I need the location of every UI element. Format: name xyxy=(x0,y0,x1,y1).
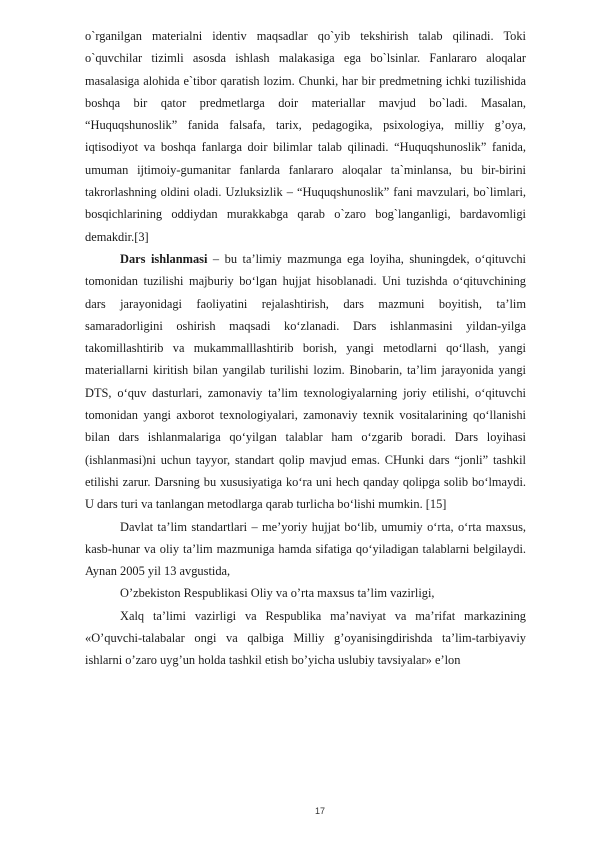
page-number: 17 xyxy=(314,806,325,816)
paragraph-lesson-plan-body: – bu ta’limiy mazmunga ega loyiha, shuningdek, o‘qituvchi tomonidan tuzilishi majburiy bo‘lgan hujjat hisoblanadi. Uni tuzishda o‘qituvchining dars jarayonidagi faoliyatini rejalashtirish, dars mazmuni boyitish, ta’lim samaradorligini oshirish maqsadi ko‘zlanadi. Dars ishlanmasini yildan-yilga takomillashtirib va mukammalllashtirib borish, yangi metodlarni qo‘llash, yangi materiallarni kiritish bilan yangilab turilishi lozim. Binobarin, ta’lim jarayonida yangi DTS, o‘quv dasturlari, zamonaviy ta’lim texnologiyalarning joriy etilishi, o‘qituvchi tomonidan yangi axborot texnologiyalari, zamonaviy texnik vositalarining qo‘llanishi bilan dars ishlanmalariga qo‘yilgan talablar ham o‘zgarib boradi. Dars loyihasi (ishlanmasi)ni uchun tayyor, standart qolip mavjud emas. CHunki dars “jonli” tashkil etilishi zarur. Darsning bu xususiyatiga ko‘ra uni hech qanday qolipga solib bo‘lmaydi. U dars turi va tanlangan metodlarga qarab turlicha bo‘lishi mumkin. [15] xyxy=(85,251,526,512)
paragraph-state-standards: Davlat ta’lim standartlari – me’yoriy hujjat bo‘lib, umumiy o‘rta, o‘rta maxsus, kasb-hunar va oliy ta’lim mazmuniga hamda sifatiga qo‘yiladigan talablarni belgilaydi. Aynan 2005 yil 13 avgustida, xyxy=(85,519,526,579)
term-lesson-plan: Dars ishlanmasi xyxy=(120,251,208,266)
paragraph-ministry: O’zbekiston Respublikasi Oliy va o’rta maxsus ta’lim vazirligi, xyxy=(120,586,435,601)
paragraph-subject-organization: o`rganilgan materialni identiv maqsadlar qo`yib tekshirish talab qilinadi. Toki o`quvchilar tizimli asosda ishlash malakasiga ega bo`lsinlar. Fanlararo aloqalar masalasiga alohida e`tibor qaratish lozim. Chunki, har bir predmetning ichki tuzilishida boshqa bir qator predmetlarga doir materiallar mavjud bo`ladi. Masalan, “Huquqshunoslik” fanida falsafa, tarix, pedagogika, psixologiya, milliy g’oya, iqtisodiyot va boshqa fanlarga doir bilimlar talab qilinadi. “Huquqshunoslik” fanida, umuman ijtimoiy-gumanitar fanlarda fanlararo aloqalar ta`minlansa, bu bir-birini takrorlashning oldini oladi. Uzluksizlik – “Huquqshunoslik” fani mavzulari, bo`limlari, bosqichlarining oddiydan murakkabga qarab o`zaro bog`langanligi, bardavomligi demakdir.[3] xyxy=(85,29,526,244)
body-text xyxy=(85,25,526,672)
paragraph-recommendations: Xalq ta’limi vazirligi va Respublika ma’naviyat va ma’rifat markazining «O’quvchi-talabalar ongi va qalbiga Milliy g’oyanisingdirishda ta’lim-tarbiyaviy ishlarni o’zaro uyg’un holda tashkil etish bo’yicha uslubiy tavsiyalar» e’lon xyxy=(85,608,526,668)
paragraph-lesson-plan xyxy=(85,248,526,516)
